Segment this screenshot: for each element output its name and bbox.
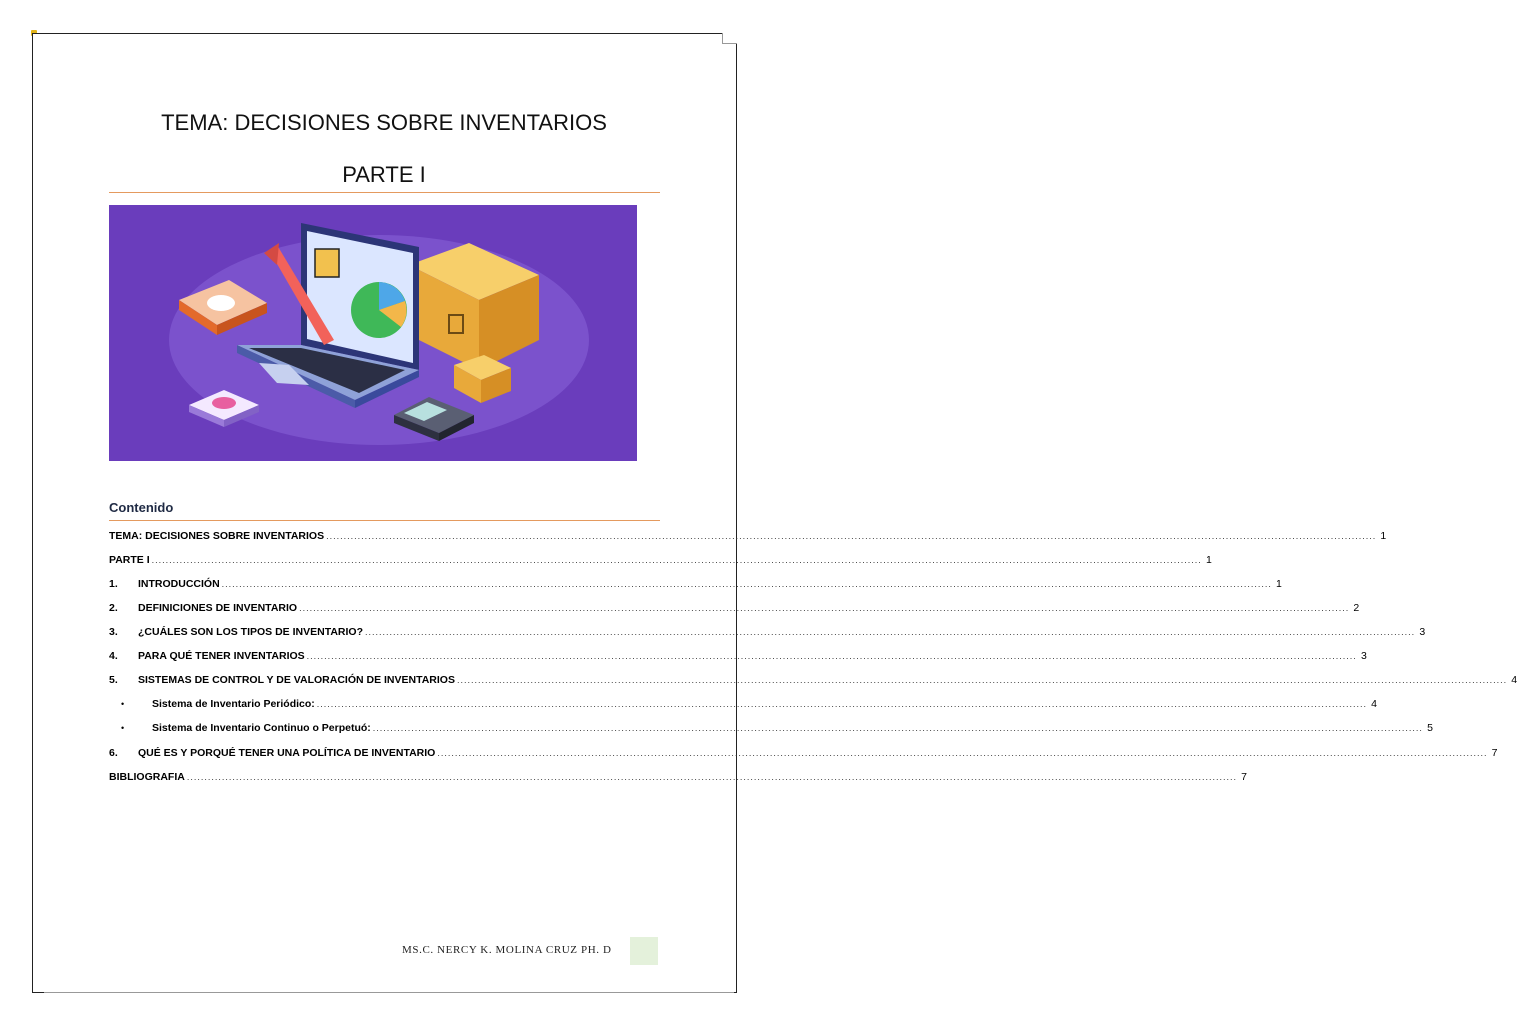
toc-entry-leader: ............................................................................................................................................................................................................................................................................................................: [299, 603, 1350, 613]
toc-entry-label: BIBLIOGRAFIA: [109, 771, 185, 783]
toc-entry-leader: ............................................................................................................................................................................................................................................................................................................: [456, 675, 1508, 685]
toc-entry[interactable]: [109, 674, 1517, 690]
hero-image: [109, 205, 637, 461]
toc-entry-number: 2.: [109, 602, 118, 614]
title-divider: [109, 192, 660, 193]
toc-entry[interactable]: [109, 530, 1387, 546]
toc-entry-label: DEFINICIONES DE INVENTARIO: [138, 602, 298, 614]
toc-entry-number: 1.: [109, 578, 118, 590]
toc-entry-leader: ............................................................................................................................................................................................................................................................................................................: [437, 748, 1488, 758]
toc-entry-label: ¿CUÁLES SON LOS TIPOS DE INVENTARIO?: [138, 626, 363, 638]
toc-entry-leader: ............................................................................................................................................................................................................................................................................................................: [306, 651, 1357, 661]
toc-entry[interactable]: [109, 626, 1426, 642]
toc-entry-page: 1: [1275, 578, 1282, 590]
toc-entry-leader: ............................................................................................................................................................................................................................................................................................................: [151, 555, 1202, 565]
toc-entry-page: 4: [1371, 698, 1377, 710]
toc-entry-leader: ............................................................................................................................................................................................................................................................................................................: [221, 579, 1272, 589]
toc-entry-leader: ............................................................................................................................................................................................................................................................................................................: [186, 772, 1237, 782]
toc-entry-page: 4: [1511, 674, 1517, 686]
toc-entry-label: TEMA: DECISIONES SOBRE INVENTARIOS: [109, 530, 325, 542]
toc-entry-leader: ............................................................................................................................................................................................................................................................................................................: [365, 627, 1416, 637]
toc-entry[interactable]: [109, 771, 1247, 787]
toc-entry[interactable]: [109, 554, 1212, 570]
footer-page-box: [630, 937, 658, 965]
toc-entry[interactable]: [109, 747, 1498, 763]
toc-entry-page: 1: [1380, 530, 1387, 542]
toc-entry-leader: ............................................................................................................................................................................................................................................................................................................: [326, 531, 1377, 541]
toc-entry-page: 1: [1205, 554, 1212, 566]
toc-entry-number: 5.: [109, 674, 118, 686]
toc-entry-page: 7: [1491, 747, 1498, 759]
toc-entry-page: 2: [1353, 602, 1360, 614]
toc-entry-leader: ............................................................................................................................................................................................................................................................................................................: [372, 723, 1423, 733]
toc-entry-number: 4.: [109, 650, 118, 662]
toc-heading: Contenido: [109, 500, 174, 515]
toc-divider: [109, 520, 660, 521]
document-title: TEMA: DECISIONES SOBRE INVENTARIOS: [161, 110, 607, 135]
toc-entry-page: 7: [1241, 771, 1247, 783]
toc-entry-label: QUÉ ES Y PORQUÉ TENER UNA POLÍTICA DE INVENTARIO: [138, 747, 436, 759]
toc-entry-leader: ............................................................................................................................................................................................................................................................................................................: [316, 699, 1367, 709]
toc-entry-page: 3: [1360, 650, 1367, 662]
toc-entry-number: 3.: [109, 626, 118, 638]
toc-entry-label: SISTEMAS DE CONTROL Y DE VALORACIÓN DE INVENTARIOS: [138, 674, 455, 686]
toc-entry-label: PARA QUÉ TENER INVENTARIOS: [138, 650, 305, 662]
toc-entry-label: Sistema de Inventario Periódico:: [152, 698, 315, 710]
toc-entry-number: 6.: [109, 747, 118, 759]
toc-entry[interactable]: [109, 650, 1367, 666]
toc-entry-label: INTRODUCCIÓN: [138, 578, 220, 590]
page-fold-corner: [722, 33, 737, 44]
toc-entry[interactable]: [109, 578, 1282, 594]
toc-entry-page: 3: [1419, 626, 1426, 638]
footer-author: MS.C. NERCY K. MOLINA CRUZ PH. D: [402, 944, 612, 956]
inventory-laptop-illustration-icon: [109, 205, 637, 461]
toc-entry-bullet: •: [121, 699, 125, 709]
toc-entry[interactable]: [109, 722, 1433, 738]
toc-entry-label: PARTE I: [109, 554, 150, 566]
toc-entry[interactable]: [109, 698, 1377, 714]
page-bottom-edge: [44, 992, 734, 996]
toc-entry-page: 5: [1427, 722, 1433, 734]
document-subtitle: PARTE I: [342, 162, 426, 187]
toc-entry[interactable]: [109, 602, 1360, 618]
toc-entry-bullet: •: [121, 723, 125, 733]
toc-entry-label: Sistema de Inventario Continuo o Perpetuó:: [152, 722, 371, 734]
